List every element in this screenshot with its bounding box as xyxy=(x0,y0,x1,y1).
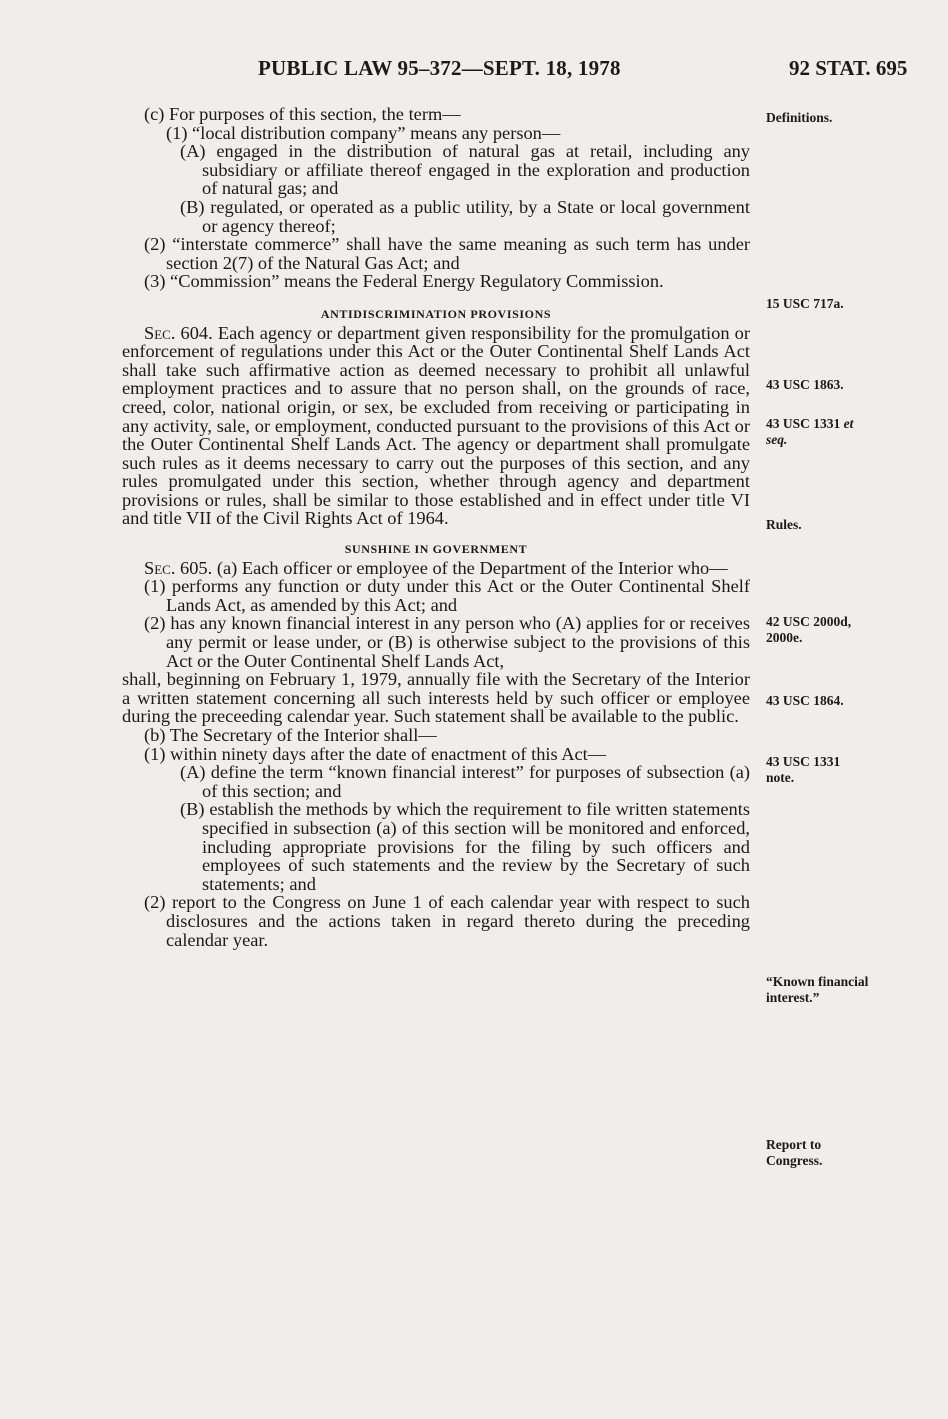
margin-note-15-usc-717a: 15 USC 717a. xyxy=(766,296,844,311)
subsection-b-intro: (b) The Secretary of the Interior shall— xyxy=(144,725,437,745)
margin-note-43-usc-1331-et-seq: 43 USC 1331 et seq. xyxy=(766,416,854,447)
subsection-a-paragraph-1: (1) performs any function or duty under this Act or the Outer Continental Shelf Lands Act, as amended by this Act; and xyxy=(144,576,750,615)
margin-note-known-financial-interest: “Known financial interest.” xyxy=(766,974,869,1005)
definition-paragraph-3: (3) “Commission” means the Federal Energy Regulatory Commission. xyxy=(144,271,664,292)
subsection-b-paragraph-1: (1) within ninety days after the date of enactment of this Act— xyxy=(144,743,607,764)
margin-note-rules: Rules. xyxy=(766,517,802,532)
section-605-intro: Sec. 605. (a) Each officer or employee of the Department of the Interior who— xyxy=(144,557,728,578)
definition-clause-b: (B) regulated, or operated as a public utility, by a State or local government or agency thereof; xyxy=(180,196,750,236)
statute-body xyxy=(122,105,750,949)
subsection-c-intro: (c) For purposes of this section, the term— xyxy=(144,104,461,124)
subsection-b-paragraph-2: (2) report to the Congress on June 1 of each calendar year with respect to such disclosures and the actions taken in regard thereto during the preceding calendar year. xyxy=(144,892,750,950)
section-604-text xyxy=(122,324,750,529)
section-604-body: Each agency or department given responsibility for the promulgation or enforcement of regulations under this Act or the Outer Continental Shelf Lands Act shall take such affirmative action as deemed necessary to prohibit all unlawful employment practices and to assure that no person shall, on the grounds of race, creed, color, national origin, or sex, be excluded from receiving or participating in any activity, sale, or employment, conducted pursuant to the provisions of this Act or the Outer Continental Shelf Lands Act. The agency or department shall promulgate such rules as it deems necessary to carry out the purposes of this section, and any rules promulgated under this section, whether through agency and department provisions or rules, shall be similar to those established and in effect under title VI and title VII of the Civil Rights Act of 1964. xyxy=(122,322,750,529)
margin-note-43-usc-1331-note: 43 USC 1331 note. xyxy=(766,754,841,785)
margin-note-42-usc-2000d: 42 USC 2000d, 2000e. xyxy=(766,614,852,645)
section-label: Sec. 604. xyxy=(144,322,213,343)
page-header xyxy=(0,56,948,86)
subsection-b-clause-b: (B) establish the methods by which the requirement to file written statements specified in subsection (a) of this section will be monitored and enforced, including appropriate provisions for the filing by such officers and employees of such statements and the review by the Secretary of such statements; and xyxy=(180,799,750,894)
section-heading-sunshine: SUNSHINE IN GOVERNMENT xyxy=(344,542,528,557)
definition-paragraph-2: (2) “interstate commerce” shall have the same meaning as such term has under section 2(7) of the Natural Gas Act; and xyxy=(144,234,750,273)
margin-note-43-usc-1863: 43 USC 1863. xyxy=(766,377,844,392)
subsection-b-clause-a: (A) define the term “known financial interest” for purposes of subsection (a) of this section; and xyxy=(180,762,750,801)
subsection-a-paragraph-2: (2) has any known financial interest in any person who (A) applies for or receives any permit or lease under, or (B) is otherwise subject to the provisions of this Act or the Outer Continental Shelf Lands Act, xyxy=(144,613,750,671)
stat-page-number: 92 STAT. 695 xyxy=(789,56,908,80)
margin-note-43-usc-1864: 43 USC 1864. xyxy=(766,693,844,708)
subsection-a-tail: shall, beginning on February 1, 1979, annually file with the Secretary of the Interior a written statement concerning all such interests held by such officer or employee during the preceeding calendar year. Such statement shall be available to the public. xyxy=(122,669,750,727)
definition-clause-a: (A) engaged in the distribution of natural gas at retail, including any subsidiary or affiliate thereof engaged in the exploration and production of natural gas; and xyxy=(180,141,750,199)
definition-paragraph-1: (1) “local distribution company” means any person— xyxy=(166,122,561,143)
running-title: PUBLIC LAW 95–372—SEPT. 18, 1978 xyxy=(258,56,621,80)
section-heading-antidiscrimination: ANTIDISCRIMINATION PROVISIONS xyxy=(320,306,552,321)
margin-note-definitions: Definitions. xyxy=(766,110,833,125)
margin-note-report-to-congress: Report to Congress. xyxy=(766,1137,823,1168)
section-label: Sec. 605. xyxy=(144,557,213,578)
